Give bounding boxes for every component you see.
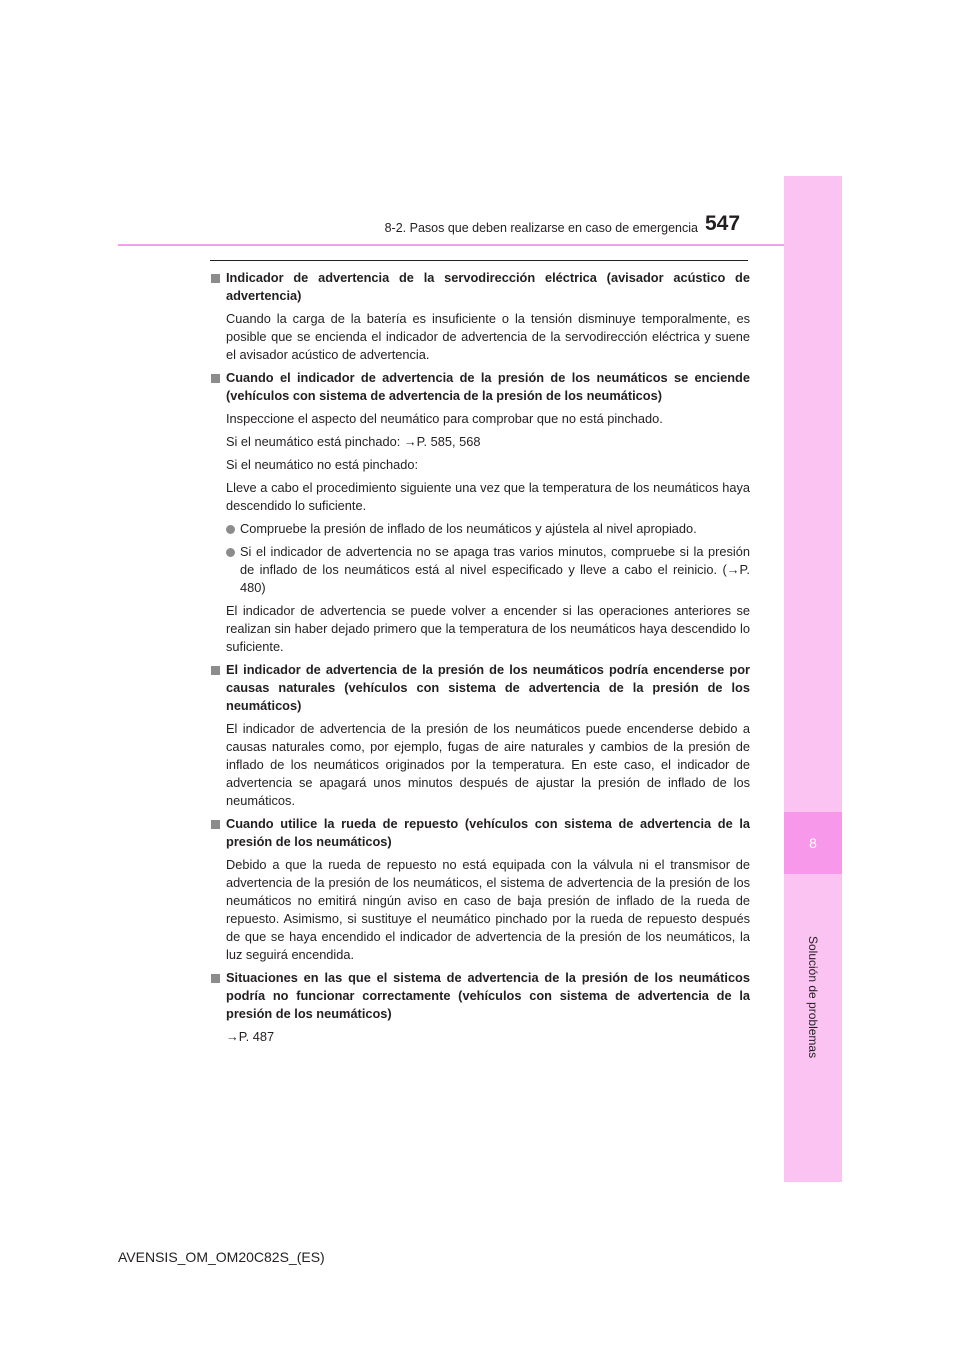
paragraph	[210, 433, 750, 451]
heading-text: El indicador de advertencia de la presión de los neumáticos podría encenderse por causas naturales (vehículos con sistema de advertencia de la presión de los neumáticos)	[226, 662, 750, 713]
square-bullet-icon	[211, 974, 220, 983]
circle-bullet-icon	[226, 548, 235, 557]
chapter-number: 8	[809, 835, 817, 851]
para-text: Debido a que la rueda de repuesto no está equipada con la válvula ni el transmisor de advertencia de la presión de los neumáticos, el sistema de advertencia de la presión de los neumáticos no emitirá ningún aviso en caso de baja presión de inflado de la rueda de repuesto. Asimismo, si sustituye el neumático pinchado por la rueda de repuesto después de que se haya encendido el indicador de advertencia de la presión de los neumáticos, la luz seguirá encendida.	[226, 857, 750, 962]
square-bullet-icon	[211, 374, 220, 383]
chapter-title: Solución de problemas	[806, 935, 820, 1059]
para-text: →P. 487	[226, 1029, 275, 1044]
header-rule	[118, 244, 784, 246]
para-text: Cuando la carga de la batería es insuficiente o la tensión disminuye temporalmente, es posible que se encienda el indicador de advertencia de la servodirección eléctrica y suene el avisador acústico de advertencia.	[226, 311, 750, 362]
para-text: El indicador de advertencia se puede volver a encender si las operaciones anteriores se realizan sin haber dejado primero que la temperatura de los neumáticos haya descendido lo suficiente.	[226, 603, 750, 654]
document-code: AVENSIS_OM_OM20C82S_(ES)	[118, 1249, 325, 1265]
paragraph	[210, 720, 750, 810]
paragraph	[210, 1028, 750, 1046]
paragraph	[210, 410, 750, 428]
heading-text: Cuando utilice la rueda de repuesto (vehículos con sistema de advertencia de la presión de los neumáticos)	[226, 816, 750, 849]
bullet-text: Compruebe la presión de inflado de los neumáticos y ajústela al nivel apropiado.	[240, 521, 697, 536]
paragraph	[210, 479, 750, 515]
para-text: Si el neumático está pinchado: →P. 585, 568	[226, 434, 481, 449]
para-text: Inspeccione el aspecto del neumático para comprobar que no está pinchado.	[226, 411, 663, 426]
section-heading	[210, 661, 750, 715]
para-text: Si el neumático no está pinchado:	[226, 457, 419, 472]
section-heading	[210, 969, 750, 1023]
content-top-rule	[210, 260, 748, 261]
bullet-item	[210, 520, 750, 538]
para-text: Lleve a cabo el procedimiento siguiente una vez que la temperatura de los neumáticos haya descendido lo suficiente.	[226, 480, 750, 513]
section-heading	[210, 269, 750, 305]
section-heading	[210, 815, 750, 851]
paragraph	[210, 456, 750, 474]
chapter-number-tab	[784, 812, 842, 874]
page-number: 547	[705, 212, 741, 235]
paragraph	[210, 310, 750, 364]
heading-text: Indicador de advertencia de la servodirección eléctrica (avisador acústico de advertencia)	[226, 270, 750, 303]
section-title: 8-2. Pasos que deben realizarse en caso de emergencia	[384, 221, 698, 235]
para-text: El indicador de advertencia de la presión de los neumáticos puede encenderse debido a causas naturales como, por ejemplo, fugas de aire naturales y cambios de la presión de inflado de los neumáticos originados por la temperatura. En este caso, el indicador de advertencia se apagará unos minutos después de ajustar la presión de inflado de los neumáticos.	[226, 721, 750, 808]
section-heading	[210, 369, 750, 405]
bullet-item	[210, 543, 750, 597]
chapter-title-tab	[784, 882, 842, 1112]
heading-text: Cuando el indicador de advertencia de la presión de los neumáticos se enciende (vehículos con sistema de advertencia de la presión de los neumáticos)	[226, 370, 750, 403]
square-bullet-icon	[211, 274, 220, 283]
bullet-text: Si el indicador de advertencia no se apaga tras varios minutos, compruebe si la presión de inflado de los neumáticos está al nivel especificado y lleve a cabo el reinicio. (→P. 480)	[240, 544, 750, 595]
square-bullet-icon	[211, 666, 220, 675]
square-bullet-icon	[211, 820, 220, 829]
paragraph	[210, 856, 750, 964]
page-content	[210, 269, 750, 1051]
heading-text: Situaciones en las que el sistema de advertencia de la presión de los neumáticos podría no funcionar correctamente (vehículos con sistema de advertencia de la presión de los neumáticos)	[226, 970, 750, 1021]
circle-bullet-icon	[226, 525, 235, 534]
paragraph	[210, 602, 750, 656]
